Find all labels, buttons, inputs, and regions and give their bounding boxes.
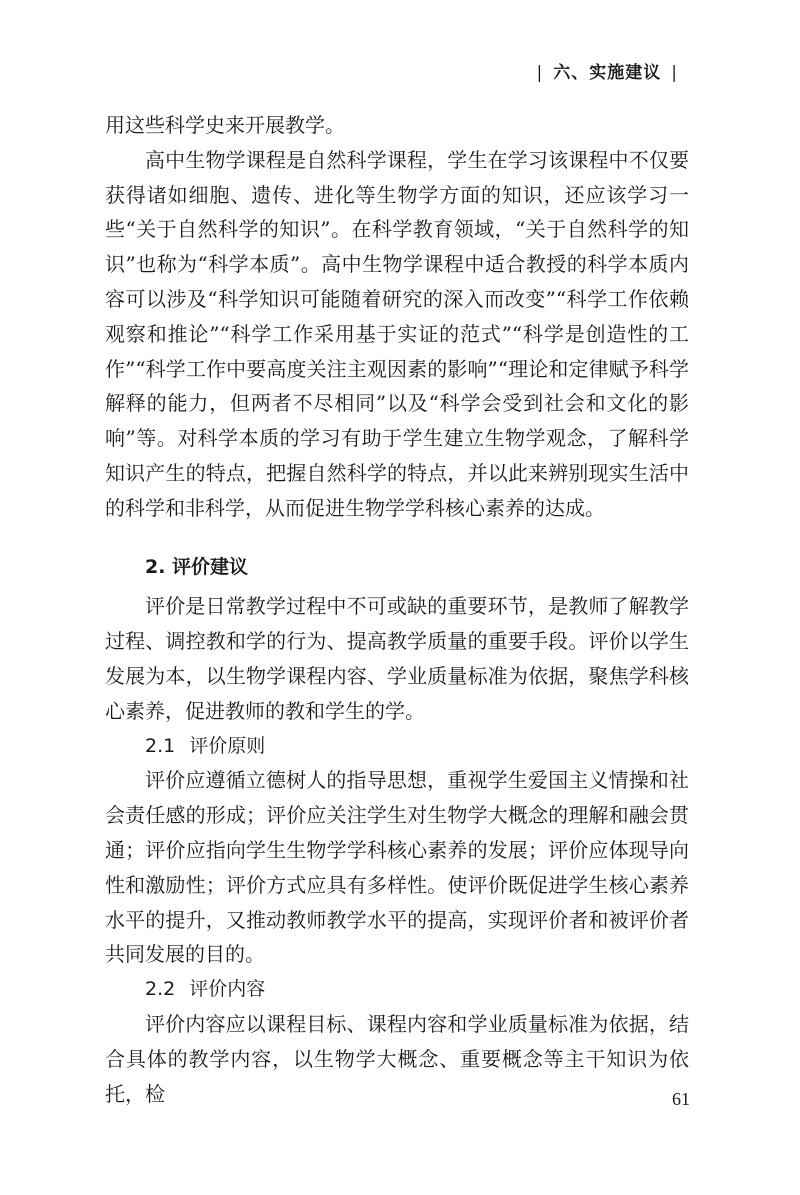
paragraph-nature-of-science: 高中生物学课程是自然科学课程，学生在学习该课程中不仅要获得诸如细胞、遗传、进化等生物学方面的知识，还应该学习一些“关于自然科学的知识”。在科学教育领域，“关于自然科学的知识”也称为“科学本质”。高中生物学课程中适合教授的科学本质内容可以涉及“科学知识可能随着研究的深入而改变”“科学工作依赖观察和推论”“科学工作采用基于实证的范式”“科学是创造性的工作”“科学工作中要高度关注主观因素的影响”“理论和定律赋予科学解释的能力，但两者不尽相同”以及“科学会受到社会和文化的影响”等。对科学本质的学习有助于学生建立生物学观念，了解科学知识产生的特点，把握自然科学的特点，并以此来辨别现实生活中的科学和非科学，从而促进生物学学科核心素养的达成。 <box>105 147 689 520</box>
subsection-number: 2.2 <box>145 978 176 1001</box>
header-divider-right: | <box>671 63 678 83</box>
paragraph-evaluation-principles: 评价应遵循立德树人的指导思想，重视学生爱国主义情操和社会责任感的形成；评价应关注学生对生物学大概念的理解和融会贯通；评价应指向学生生物学学科核心素养的发展；评价应体现导向性和激励性；评价方式应具有多样性。使评价既促进学生核心素养水平的提升，又推动教师教学水平的提高，实现评价者和被评价者共同发展的目的。 <box>105 768 689 967</box>
page-body <box>105 108 689 1111</box>
page-number: 61 <box>672 1089 690 1109</box>
section-heading-evaluation: 2. 评价建议 <box>145 555 249 578</box>
subsection-number: 2.1 <box>145 734 176 757</box>
paragraph-continuation: 用这些科学史来开展教学。 <box>105 113 345 137</box>
subsection-heading-content <box>105 972 689 1007</box>
subsection-heading-principles <box>105 729 689 764</box>
chapter-title: 六、实施建议 <box>553 63 662 83</box>
subsection-title: 评价原则 <box>189 734 266 757</box>
paragraph-evaluation-content: 评价内容应以课程目标、课程内容和学业质量标准为依据，结合具体的教学内容，以生物学大概念、重要概念等主干知识为依托，检 <box>105 1011 689 1106</box>
running-head <box>527 58 688 83</box>
paragraph-evaluation-intro: 评价是日常教学过程中不可或缺的重要环节，是教师了解教学过程、调控教和学的行为、提高教学质量的重要手段。评价以学生发展为本，以生物学课程内容、学业质量标准为依据，聚焦学科核心素养，促进教师的教和学生的学。 <box>105 594 689 723</box>
header-divider-left: | <box>536 63 544 83</box>
subsection-title: 评价内容 <box>189 978 266 1001</box>
